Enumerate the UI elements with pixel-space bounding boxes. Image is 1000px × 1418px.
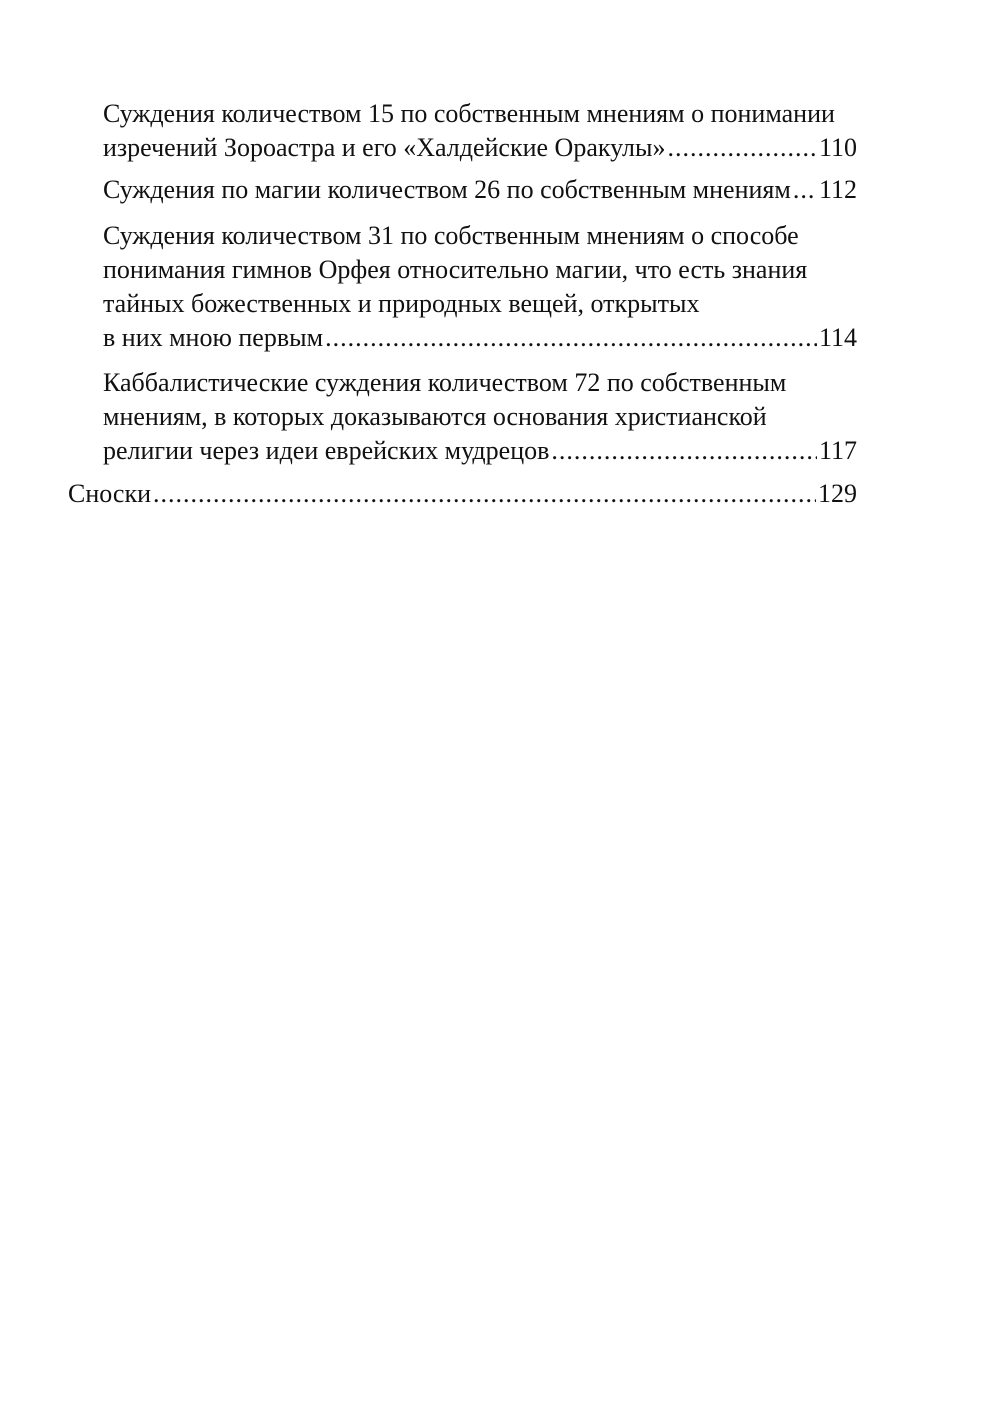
dot-leader: [667, 131, 817, 165]
toc-entry-last-line: [103, 131, 857, 165]
toc-page-number: 117: [818, 436, 857, 465]
toc-entry-magic[interactable]: [103, 173, 857, 207]
toc-entry-text: религии через идеи еврейских мудрецов: [103, 436, 550, 465]
toc-entry-text: в них мною первым: [103, 323, 324, 352]
dot-leader: [793, 173, 817, 207]
toc-page-number: 112: [818, 175, 857, 204]
toc-entry-text: Суждения по магии количеством 26 по собственным мнениям: [103, 175, 791, 204]
toc-entry-last-line: [103, 173, 857, 207]
toc-entry-last-line: [103, 434, 857, 468]
toc-entry-footnotes[interactable]: [68, 477, 857, 511]
toc-entry-zoroaster-oracles[interactable]: [103, 97, 857, 165]
toc-entry-orpheus-hymns[interactable]: [103, 219, 857, 355]
dot-leader: [153, 477, 816, 511]
toc-entry-text: Сноски: [68, 479, 151, 508]
toc-page-number: 114: [818, 323, 857, 352]
toc-page-number: 110: [818, 133, 857, 162]
toc-page-number: 129: [818, 479, 857, 508]
toc-entry-text: мнениям, в которых доказываются основания христианской: [103, 402, 767, 431]
toc-entry-text: понимания гимнов Орфея относительно магии, что есть знания: [103, 255, 808, 284]
dot-leader: [551, 434, 817, 468]
toc-entry-last-line: [103, 321, 857, 355]
toc-entry-kabbalistic[interactable]: [103, 366, 857, 468]
toc-entry-last-line: [68, 477, 857, 511]
toc-entry-text: Каббалистические суждения количеством 72 по собственным: [103, 368, 787, 397]
toc-entry-text: Суждения количеством 31 по собственным мнениям о способе: [103, 221, 799, 250]
toc-entry-text: изречений Зороастра и его «Халдейские Оракулы»: [103, 133, 666, 162]
toc-entry-text: тайных божественных и природных вещей, открытых: [103, 289, 700, 318]
dot-leader: [325, 321, 817, 355]
toc-entry-text: Суждения количеством 15 по собственным мнениям о понимании: [103, 99, 835, 128]
